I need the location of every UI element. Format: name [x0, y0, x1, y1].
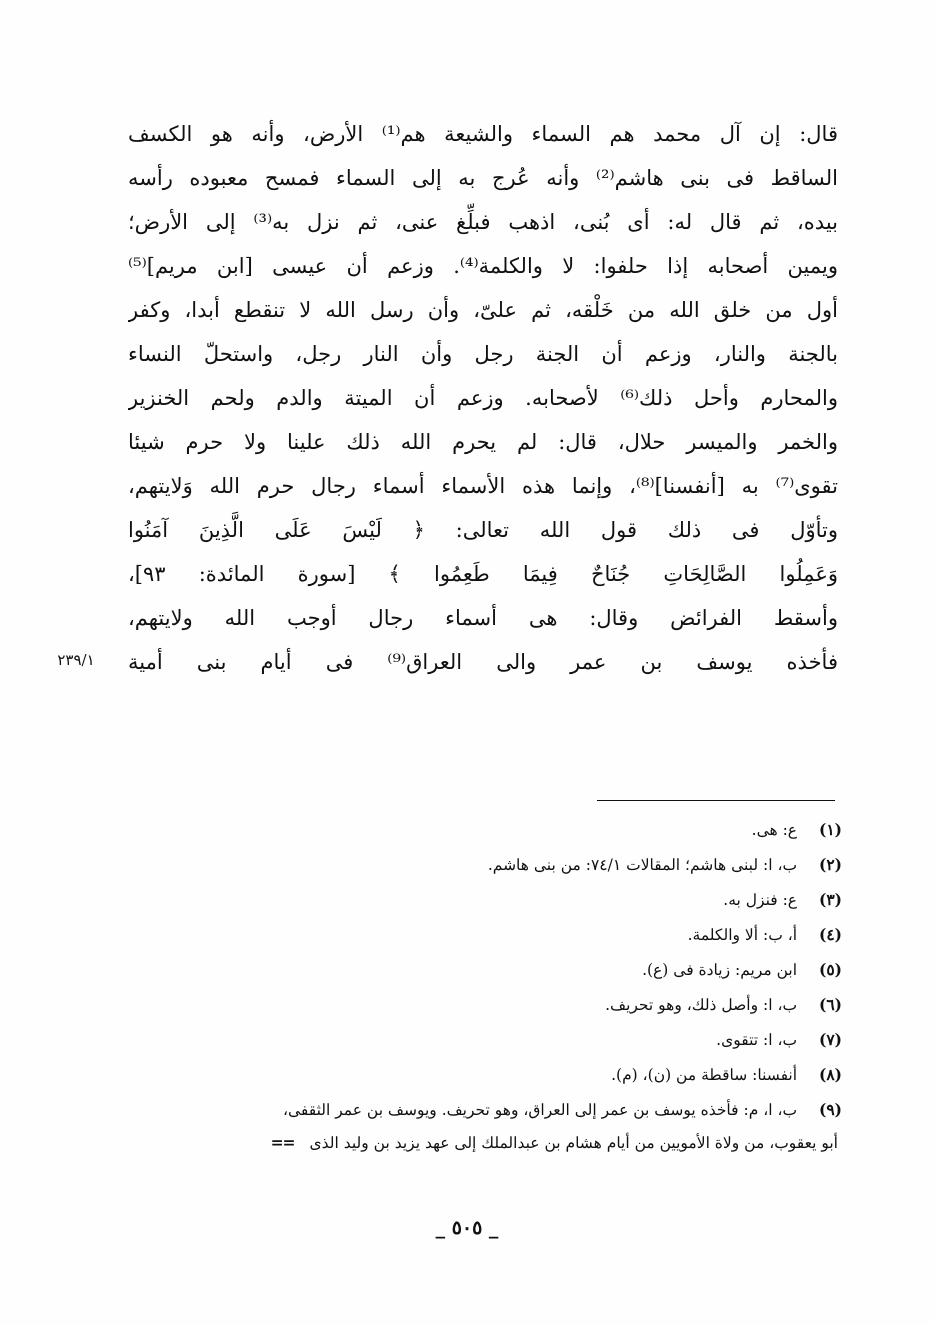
footnote-continuation-text: أبو يعقوب، من ولاة الأمويين من أيام هشام بن عبدالملك إلى عهد يزيد بن وليد الذى [309, 1134, 838, 1152]
footnote-number: (٩) [818, 1100, 842, 1119]
footnote-number: (٥) [818, 960, 842, 979]
text-line: تقوى⁽⁷⁾ به [أنفسنا]⁽⁸⁾، وإنما هذه الأسماء أسماء رجال حرم الله وَلايتهم، [128, 474, 838, 498]
footnote-item [118, 812, 842, 847]
footnote-item [118, 882, 842, 917]
text-line: والخمر والميسر حلال، قال: لم يحرم الله ذلك علينا ولا حرم شيئا [128, 430, 838, 454]
footnote-text: ابن مريم: زيادة فى (ع). [642, 961, 798, 979]
footnote-number: (٤) [818, 925, 842, 944]
footnote-item [118, 917, 842, 952]
footnote-text: ب، ا: لبنى هاشم؛ المقالات ٧٤/١: من بنى هاشم. [487, 856, 798, 874]
text-line: أول من خلق الله من خَلْقه، ثم علىّ، وأن رسل الله لا تنقطع أبدا، وكفر [128, 298, 838, 322]
footnote-number: (١) [818, 820, 842, 839]
footnote-text: ب، ا: تتقوى. [716, 1031, 798, 1049]
text-line: وَعَمِلُوا الصَّالِحَاتِ جُنَاحٌ فِيمَا طَعِمُوا ﴾ [سورة المائدة: ٩٣]، [128, 562, 838, 586]
text-line: والمحارم وأحل ذلك⁽⁶⁾ لأصحابه. وزعم أن الميتة والدم ولحم الخنزير [128, 386, 838, 410]
text-line: فأخذه يوسف بن عمر والى العراق⁽⁹⁾ فى أيام بنى أمية [128, 650, 838, 674]
footnote-item [118, 1092, 842, 1127]
footnote-text: أنفسنا: ساقطة من (ن)، (م). [611, 1066, 798, 1084]
footnote-number: (٢) [818, 855, 842, 874]
footnotes-block [118, 812, 842, 1159]
footnote-text: ب، ا، م: فأخذه يوسف بن عمر إلى العراق، وهو تحريف. ويوسف بن عمر الثقفى، [282, 1101, 798, 1119]
text-line: وتأوّل فى ذلك قول الله تعالى: ﴿ لَيْسَ عَلَى الَّذِينَ آمَنُوا [128, 518, 838, 542]
footnote-continuation [118, 1127, 842, 1159]
text-line: بيده، ثم قال له: أى بُنى، اذهب فبلِّغ عنى، ثم نزل به⁽³⁾ إلى الأرض؛ [128, 210, 838, 234]
footnote-text: ع: هى. [751, 821, 798, 839]
footnote-item [118, 987, 842, 1022]
text-line: بالجنة والنار، وزعم أن الجنة رجل وأن النار رجل، واستحلّ النساء [128, 342, 838, 366]
footnote-number: (٣) [818, 890, 842, 909]
text-line: ويمين أصحابه إذا حلفوا: لا والكلمة⁽⁴⁾. وزعم أن عيسى [ابن مريم]⁽⁵⁾ [128, 254, 838, 278]
text-line: وأسقط الفرائض وقال: هى أسماء رجال أوجب الله ولايتهم، [128, 606, 838, 630]
page-number: _ ٥٠٥ _ [435, 1217, 499, 1239]
footnote-item [118, 952, 842, 987]
continuation-mark: == [270, 1133, 295, 1152]
footnote-item [118, 847, 842, 882]
footnote-item [118, 1022, 842, 1057]
text-line: قال: إن آل محمد هم السماء والشيعة هم⁽¹⁾ الأرض، وأنه هو الكسف [128, 122, 838, 146]
footnote-number: (٨) [818, 1065, 842, 1084]
footnote-item [118, 1057, 842, 1092]
footnote-text: أ، ب: ألا والكلمة. [687, 926, 798, 944]
text-line: الساقط فى بنى هاشم⁽²⁾ وأنه عُرج به إلى السماء فمسح معبوده رأسه [128, 166, 838, 190]
footnote-number: (٧) [818, 1030, 842, 1049]
footnote-divider [597, 800, 835, 801]
footnote-number: (٦) [818, 995, 842, 1014]
margin-reference: ٢٣٩/١ [57, 651, 95, 669]
main-text-block [128, 112, 838, 684]
footnote-text: ب، ا: وأصل ذلك، وهو تحريف. [605, 996, 798, 1014]
footnote-text: ع: فنزل به. [723, 891, 798, 909]
